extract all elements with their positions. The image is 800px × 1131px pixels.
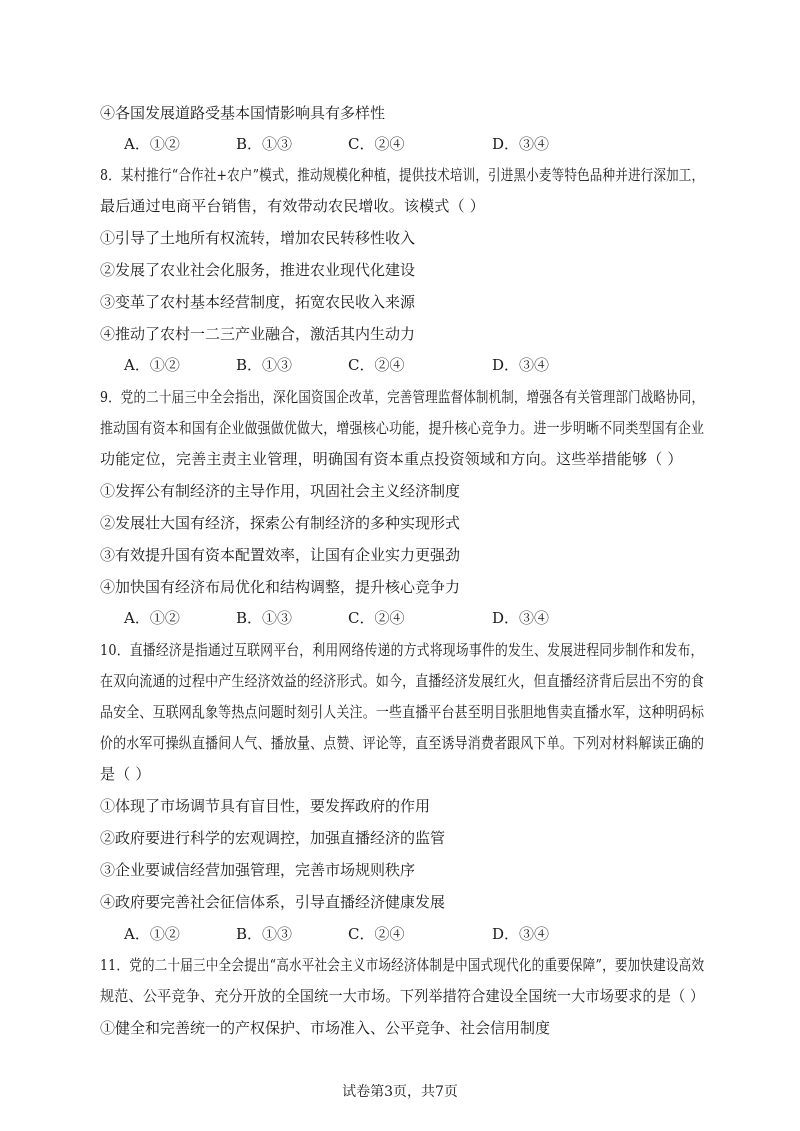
question-10-stem-line-2: 在双向流通的过程中产生经济效益的经济形式。如今，直播经济发展红火，但直播经济背后层出不穷的食	[100, 672, 705, 690]
option-d: D．③④	[492, 925, 550, 943]
question-8-item-2: ②发展了农业社会化服务，推进农业现代化建设	[100, 261, 416, 279]
page-footer: 试卷第3页，共7页	[342, 1084, 458, 1100]
question-8-item-4: ④推动了农村一二三产业融合，激活其内生动力	[100, 325, 416, 343]
question-8-stem-line-1: 8．某村推行“合作社+农户”模式，推动规模化种植，提供技术培训，引进黑小麦等特色品种并进行深加工，	[100, 166, 705, 184]
question-9-item-4: ④加快国有经济布局优化和结构调整，提升核心竞争力	[100, 578, 461, 596]
option-b: B．①③	[236, 925, 293, 943]
option-d: D．③④	[492, 609, 550, 627]
question-11-stem-line-2: 规范、公平竞争、充分开放的全国统一大市场。下列举措符合建设全国统一大市场要求的是（ ）	[100, 987, 705, 1005]
question-10-stem-line-4: 价的水军可操纵直播间人气、播放量、点赞、评论等，直至诱导消费者跟风下单。下列对材料解读正确的	[100, 734, 705, 752]
question-10-stem-line-1: 10．直播经济是指通过互联网平台，利用网络传递的方式将现场事件的发生、发展进程同步制作和发布，	[100, 641, 704, 659]
option-c: C．②④	[348, 609, 405, 627]
question-8-item-1: ①引导了土地所有权流转，增加农民转移性收入	[100, 229, 416, 247]
option-c: C．②④	[348, 356, 405, 374]
question-10-item-1: ①体现了市场调节具有盲目性，要发挥政府的作用	[100, 797, 431, 815]
question-8-stem-line-2: 最后通过电商平台销售，有效带动农民增收。该模式（ ）	[100, 197, 485, 215]
question-9-item-2: ②发展壮大国有经济，探索公有制经济的多种实现形式	[100, 514, 461, 532]
question-10-item-3: ③企业要诚信经营加强管理，完善市场规则秩序	[100, 861, 416, 879]
question-11-stem-line-1: 11．党的二十届三中全会提出“高水平社会主义市场经济体制是中国式现代化的重要保障”，要加快建设高效	[100, 956, 705, 974]
question-8-item-3: ③变革了农村基本经营制度，拓宽农民收入来源	[100, 293, 416, 311]
question-9-item-3: ③有效提升国有资本配置效率，让国有企业实力更强劲	[100, 546, 461, 564]
option-a: A．①②	[124, 925, 180, 943]
option-b: B．①③	[236, 609, 293, 627]
option-d: D．③④	[492, 356, 550, 374]
question-10-stem-line-5: 是（ ）	[100, 765, 151, 783]
question-10-item-4: ④政府要完善社会征信体系，引导直播经济健康发展	[100, 893, 446, 911]
option-a: A．①②	[124, 135, 180, 153]
question-10-item-2: ②政府要进行科学的宏观调控，加强直播经济的监管	[100, 829, 446, 847]
option-c: C．②④	[348, 135, 405, 153]
option-c: C．②④	[348, 925, 405, 943]
question-10-stem-line-3: 品安全、互联网乱象等热点问题时刻引人关注。一些直播平台甚至明目张胆地售卖直播水军，这种明码标	[100, 703, 705, 721]
question-9-stem-line-3: 功能定位，完善主责主业管理，明确国有资本重点投资领域和方向。这些举措能够（ ）	[100, 450, 683, 468]
question-9-stem-line-2: 推动国有资本和国有企业做强做优做大，增强核心功能，提升核心竞争力。进一步明晰不同类型国有企业	[100, 419, 705, 437]
option-a: A．①②	[124, 356, 180, 374]
option-d: D．③④	[492, 135, 550, 153]
option-b: B．①③	[236, 135, 293, 153]
question-9-item-1: ①发挥公有制经济的主导作用，巩固社会主义经济制度	[100, 482, 461, 500]
question-11-item-1: ①健全和完善统一的产权保护、市场准入、公平竞争、社会信用制度	[100, 1019, 551, 1037]
prev-question-item-4: ④各国发展道路受基本国情影响具有多样性	[100, 104, 386, 122]
option-a: A．①②	[124, 609, 180, 627]
question-9-stem-line-1: 9．党的二十届三中全会指出，深化国资国企改革，完善管理监督体制机制，增强各有关管理部门战略协同，	[100, 388, 705, 406]
option-b: B．①③	[236, 356, 293, 374]
